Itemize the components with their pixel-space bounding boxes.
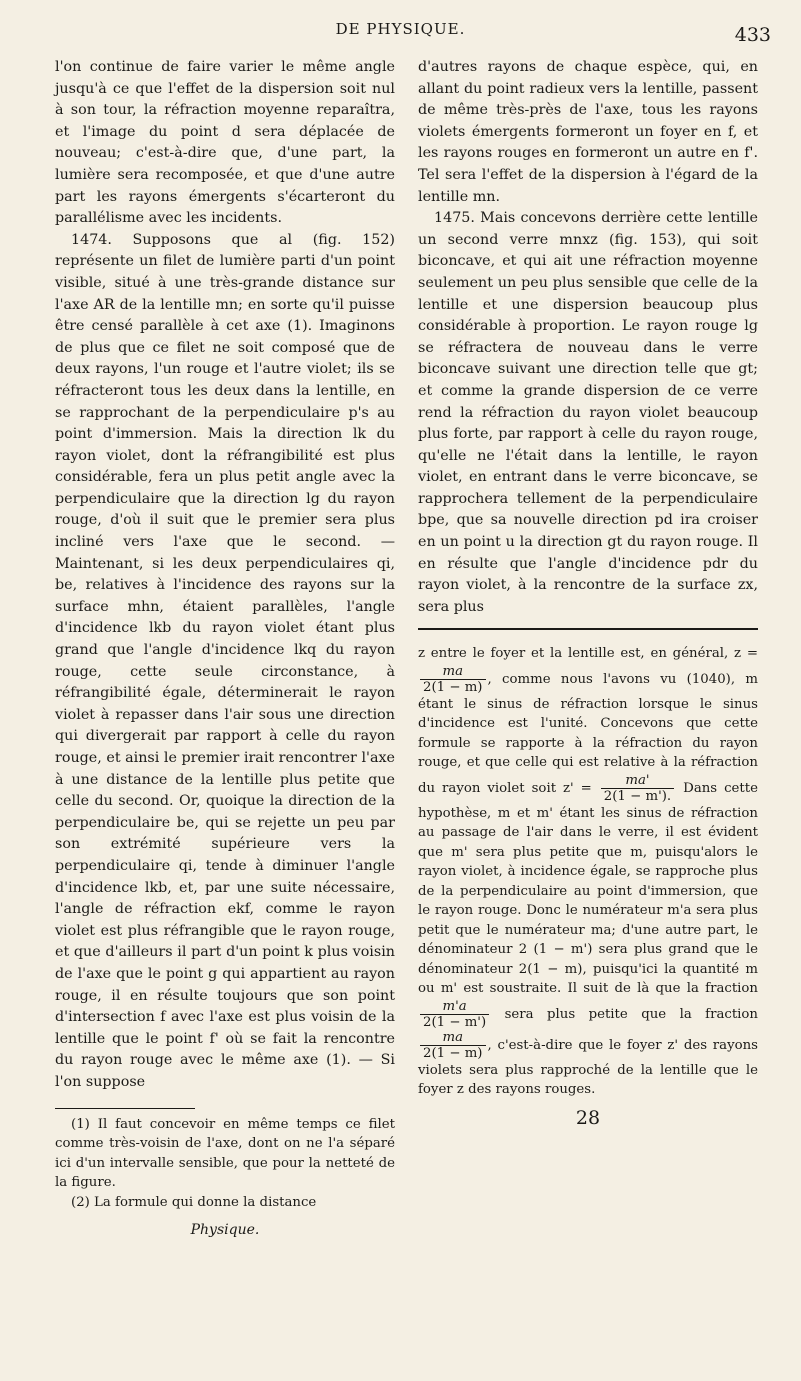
paragraph-continuation-right: d'autres rayons de chaque espèce, qui, en allant du point radieux vers la lentille, passent de même très-près de l'axe, tous les rayons violets émergents formeront un foyer en f, et les rayons rouges en formeront un autre en f'. Tel sera l'effet de la dispersion à l'égard de la lentille mn. <box>418 59 758 205</box>
paragraph-1474: 1474. Supposons que al (fig. 152) représente un filet de lumière parti d'un point visible, situé à une très-grande distance sur l'axe AR de la lentille mn; en sorte qu'il puisse être censé parallèle à cet axe (1). Imaginons de plus que ce filet ne soit composé que de deux rayons, l'un rouge et l'autre violet; ils se réfracteront tous les deux dans la lentille, en se rapprochant de la perpendiculaire p's au point d'immersion. Mais la direction lk du rayon violet, dont la réfrangibilité est plus considérable, fera un plus petit angle avec la perpendiculaire que la direction lg du rayon rouge, d'où il suit que le premier sera plus incliné vers l'axe que le second. — Maintenant, si les deux perpendiculaires qi, be, relatives à l'incidence des rayons sur la surface mhn, étaient parallèles, l'angle d'incidence lkb du rayon violet étant plus grand que l'angle d'incidence lkq du rayon rouge, cette seule circonstance, à réfrangibilité égale, déterminerait le rayon violet à repasser dans l'air sous une direction qui divergerait par rapport à celle du rayon rouge, et ainsi le premier irait rencontrer l'axe à une distance de la lentille plus petite que celle du second. Or, quoique la direction de la perpendiculaire be, qui se rejette un peu par son extrémité supérieure vers la perpendiculaire qi, tende à diminuer l'angle d'incidence lkb, et, par une suite nécessaire, l'angle de réfraction ekf, comme le rayon violet est plus réfrangible que le rayon rouge, et que d'ailleurs il part d'un point k plus voisin de l'axe que le point g qui appartient au rayon rouge, il en résulte toujours que son point d'intersection f avec l'axe est plus voisin de la lentille que le point f' où se fait la rencontre du rayon rouge avec le même axe (1). — Si l'on suppose <box>55 231 395 1090</box>
sheet-number: 28 <box>575 1106 601 1129</box>
fraction-focal-violet: $\frac{ma'}{2(1 - m').}$ <box>601 773 674 804</box>
running-title: DE PHYSIQUE. <box>335 20 466 38</box>
paragraph-continuation: l'on continue de faire varier le même angle jusqu'à ce que l'effet de la dispersion soit nul à son tour, la réfraction moyenne reparaîtra, et l'image du point d sera déplacée de nouveau; c'est-à-dire que, d'une part, la lumière sera recomposée, et que d'une autre part les rayons émergents s'écarteront du parallélisme avec les incidents. <box>55 59 395 227</box>
page-header <box>0 20 801 50</box>
signature-mark: Physique. <box>190 1222 260 1238</box>
footnote-2: (2) La formule qui donne la distance <box>71 1194 317 1210</box>
footnote-continuation <box>418 644 758 1100</box>
footnotes <box>55 1115 395 1213</box>
footnote-divider <box>55 1108 195 1109</box>
page-number: 433 <box>734 24 771 46</box>
fraction-focal-red: $\frac{ma}{2(1 - m)}$ <box>420 664 486 695</box>
fraction-red-compare: $\frac{ma}{2(1 - m)}$ <box>420 1030 486 1061</box>
footnote-formula-text: z entre le foyer et la lentille est, en général, z = $\frac{ma}{2(1 - m)}$ , comme nous l'avons vu (1040), m étant le sinus de réfraction lorsque le sinus d'incidence est l'unité. Concevons que cette formule se rapporte à la réfraction du rayon rouge, et que celle qui est relative à la réfraction du rayon violet soit z' = $\frac{ma'}{2(1 - m').}$ Dans cette hypothèse, m et m' étant les sinus de réfraction au passage de l'air dans le verre, il est évident que m' sera plus petite que m, puisqu'alors le rayon violet, à incidence égale, se rapproche plus de la perpendiculaire au point d'immersion, que le rayon rouge. Donc le numérateur m'a sera plus petit que le numérateur ma; d'une autre part, le dénominateur 2 (1 − m') sera plus grand que le dénominateur 2(1 − m), puisqu'ici la quantité m ou m' est soustraite. Il suit de là que la fraction $\frac{m'a}{2(1 - m')}$ sera plus petite que la fraction $\frac{ma}{2(1 - m)}$ , c'est-à-dire que le foyer z' des rayons violets sera plus rapproché de la lentille que le foyer z des rayons rouges. <box>418 646 758 1098</box>
paragraph-1475: 1475. Mais concevons derrière cette lentille un second verre mnxz (fig. 153), qui soit biconcave, et qui ait une réfraction moyenne seulement un peu plus sensible que celle de la lentille et une dispersion beaucoup plus considérable à proportion. Le rayon rouge lg se réfractera de nouveau dans le verre biconcave suivant une direction telle que gt; et comme la grande dispersion de ce verre rend la réfraction du rayon violet beaucoup plus forte, par rapport à celle du rayon rouge, qu'elle ne l'était dans la lentille, le rayon violet, en entrant dans le verre biconcave, se rapprochera tellement de la perpendiculaire bpe, que sa nouvelle direction pd ira croiser en un point u la direction gt du rayon rouge. Il en résulte que l'angle d'incidence pdr du rayon violet, à la rencontre de la surface zx, sera plus <box>418 210 758 615</box>
fraction-violet-compare: $\frac{m'a}{2(1 - m')}$ <box>420 999 489 1030</box>
right-column <box>418 57 758 1130</box>
footnote-rule <box>418 628 758 630</box>
left-column <box>55 57 395 1242</box>
footnote-1: (1) Il faut concevoir en même temps ce filet comme très-voisin de l'axe, dont on ne l'a séparé ici d'un intervalle sensible, que pour la netteté de la figure. <box>55 1116 395 1190</box>
